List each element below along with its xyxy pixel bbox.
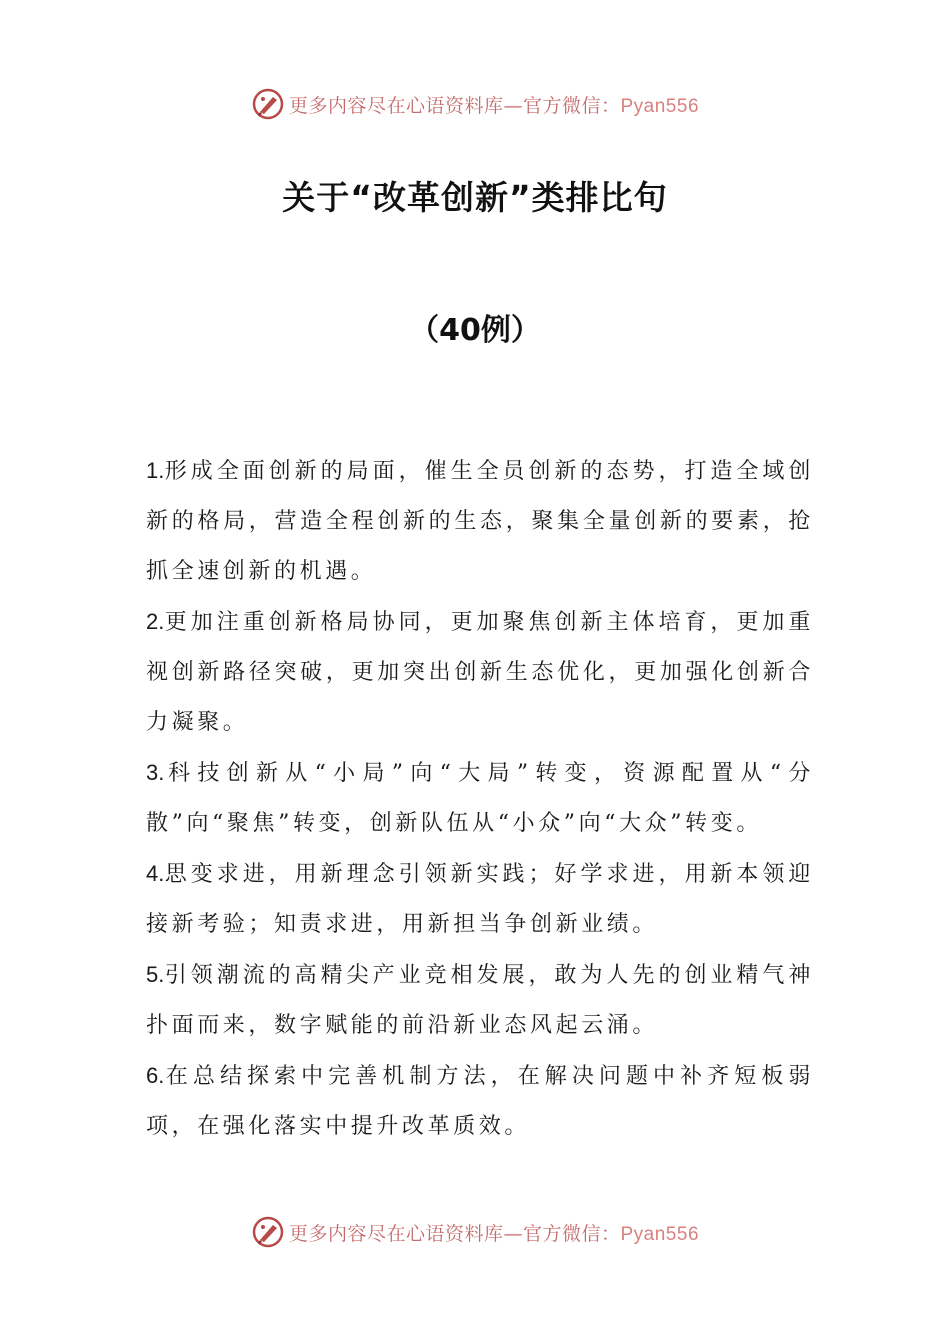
list-item: 4.思变求进，用新理念引领新实践；好学求进，用新本领迎接新考验；知责求进，用新担当争创新业绩。 — [146, 861, 814, 937]
list-item: 3.科技创新从“小局”向“大局”转变，资源配置从“分散”向“聚焦”转变，创新队伍从“小众”向“大众”转变。 — [146, 760, 814, 836]
page-subtitle: （40例） — [409, 313, 541, 348]
banner-text: 更多内容尽在心语资料库—官方微信：Pyan556 — [288, 1222, 700, 1245]
page-title: 关于“改革创新”类排比句 — [282, 178, 668, 217]
banner-text: 更多内容尽在心语资料库—官方微信：Pyan556 — [288, 94, 700, 117]
list-item: 6.在总结探索中完善机制方法，在解决问题中补齐短板弱项，在强化落实中提升改革质效。 — [146, 1063, 814, 1139]
list-item: 2.更加注重创新格局协同，更加聚焦创新主体培育，更加重视创新路径突破，更加突出创新生态优化，更加强化创新合力凝聚。 — [146, 609, 814, 735]
pen-logo-icon — [251, 1215, 285, 1249]
header-watermark-banner — [0, 82, 950, 126]
list-item: 1.形成全面创新的局面，催生全员创新的态势，打造全域创新的格局，营造全程创新的生态，聚集全量创新的要素，抢抓全速创新的机遇。 — [146, 458, 814, 584]
sentence-list — [146, 446, 814, 1152]
footer-watermark-banner — [0, 1210, 950, 1254]
banner-handle: Pyan556 — [620, 1223, 700, 1245]
banner-handle: Pyan556 — [620, 95, 700, 117]
list-item: 5.引领潮流的高精尖产业竞相发展，敢为人先的创业精气神扑面而来，数字赋能的前沿新业态风起云涌。 — [146, 962, 814, 1038]
pen-logo-icon — [251, 87, 285, 121]
